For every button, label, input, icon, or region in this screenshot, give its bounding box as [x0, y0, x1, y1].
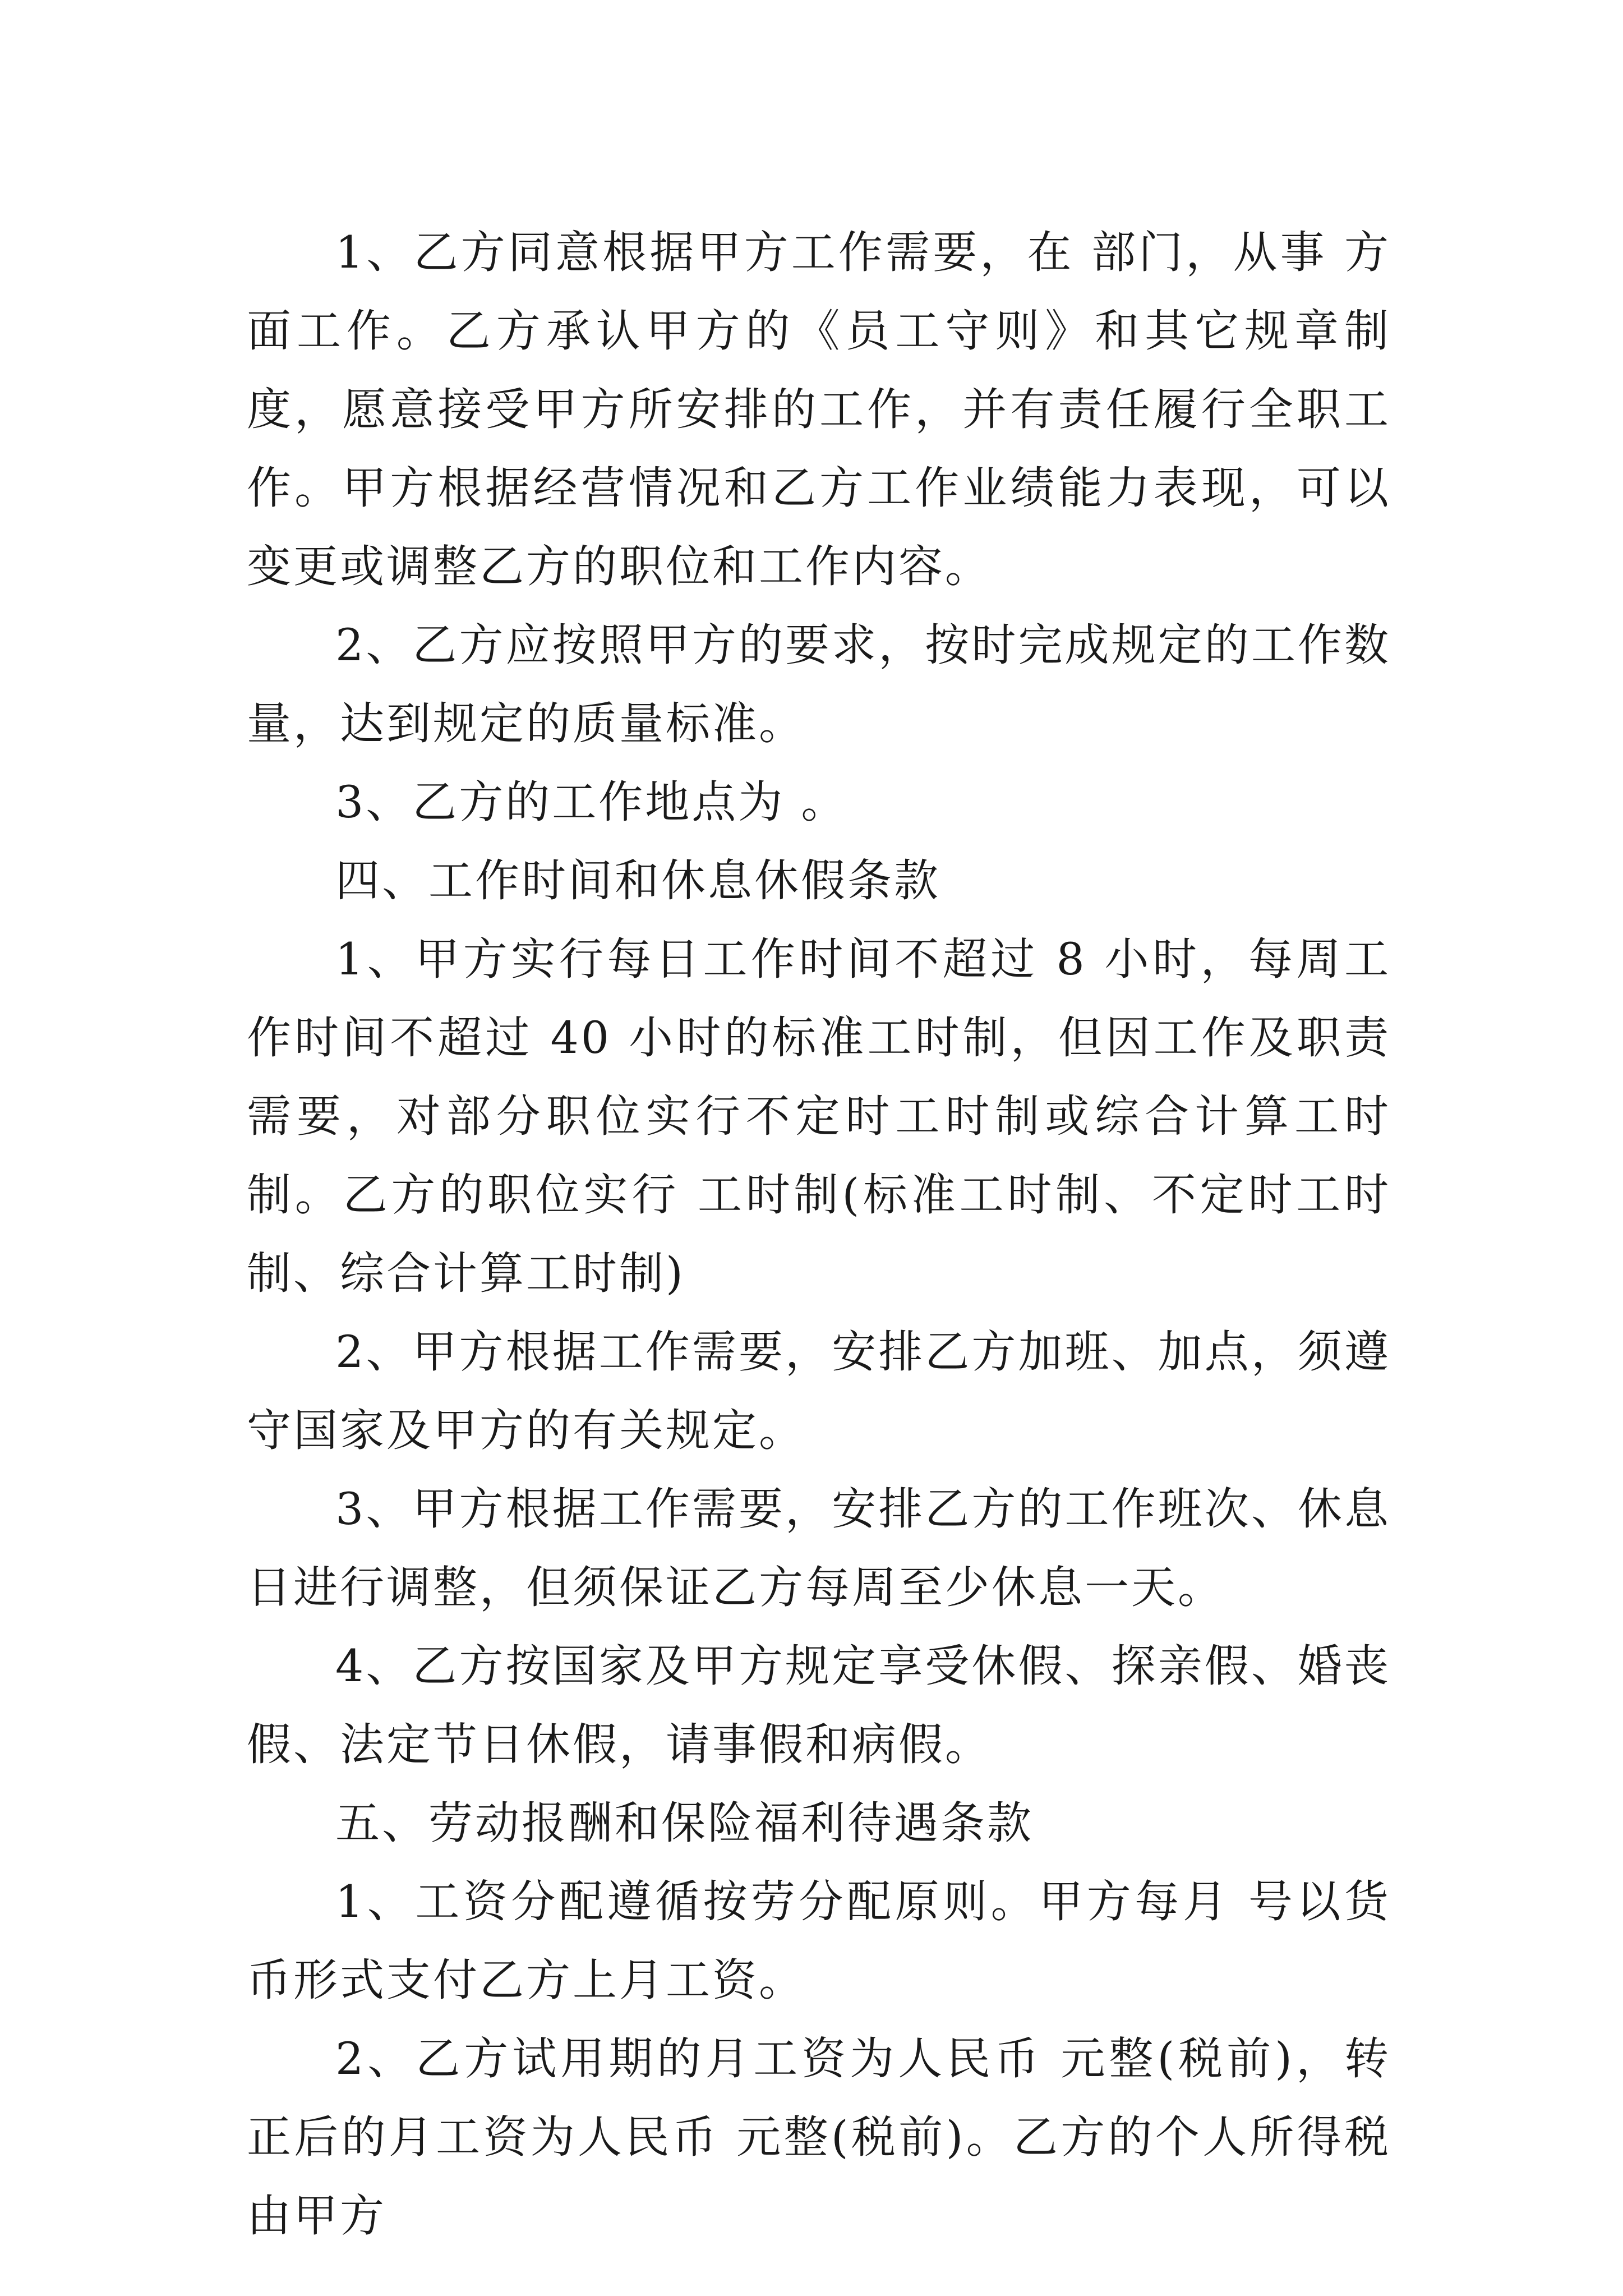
- section-heading-working-hours: 四、工作时间和休息休假条款: [335, 855, 940, 907]
- paragraph-salary-amount: 2、乙方试用期的月工资为人民币 元整(税前)，转正后的月工资为人民币 元整(税前)。乙方的个人所得税由甲方: [247, 2033, 1391, 2242]
- paragraph-hours-system: 1、甲方实行每日工作时间不超过 8 小时，每周工作时间不超过 40 小时的标准工时制，但因工作及职责需要，对部分职位实行不定时工时制或综合计算工时制。乙方的职位实行 工时制(标准工时制、不定时工时制、综合计算工时制): [247, 933, 1391, 1299]
- paragraph-work-location: 3、乙方的工作地点为 。: [335, 776, 848, 828]
- paragraph-salary-payment: 1、工资分配遵循按劳分配原则。甲方每月 号以货币形式支付乙方上月工资。: [247, 1876, 1391, 2006]
- document-body: [247, 213, 1391, 2255]
- section-heading-remuneration: 五、劳动报酬和保险福利待遇条款: [335, 1797, 1034, 1849]
- paragraph-overtime: 2、甲方根据工作需要，安排乙方加班、加点，须遵守国家及甲方的有关规定。: [247, 1326, 1391, 1456]
- paragraph-leave: 4、乙方按国家及甲方规定享受休假、探亲假、婚丧假、法定节日休假，请事假和病假。: [247, 1640, 1391, 1770]
- paragraph-work-quality: 2、乙方应按照甲方的要求，按时完成规定的工作数量，达到规定的质量标准。: [247, 619, 1391, 749]
- paragraph-work-assignment: 1、乙方同意根据甲方工作需要，在 部门，从事 方面工作。乙方承认甲方的《员工守则》和其它规章制度，愿意接受甲方所安排的工作，并有责任履行全职工作。甲方根据经营情况和乙方工作业绩能力表现，可以变更或调整乙方的职位和工作内容。: [247, 227, 1391, 592]
- paragraph-shift-adjustment: 3、甲方根据工作需要，安排乙方的工作班次、休息日进行调整，但须保证乙方每周至少休息一天。: [247, 1483, 1391, 1613]
